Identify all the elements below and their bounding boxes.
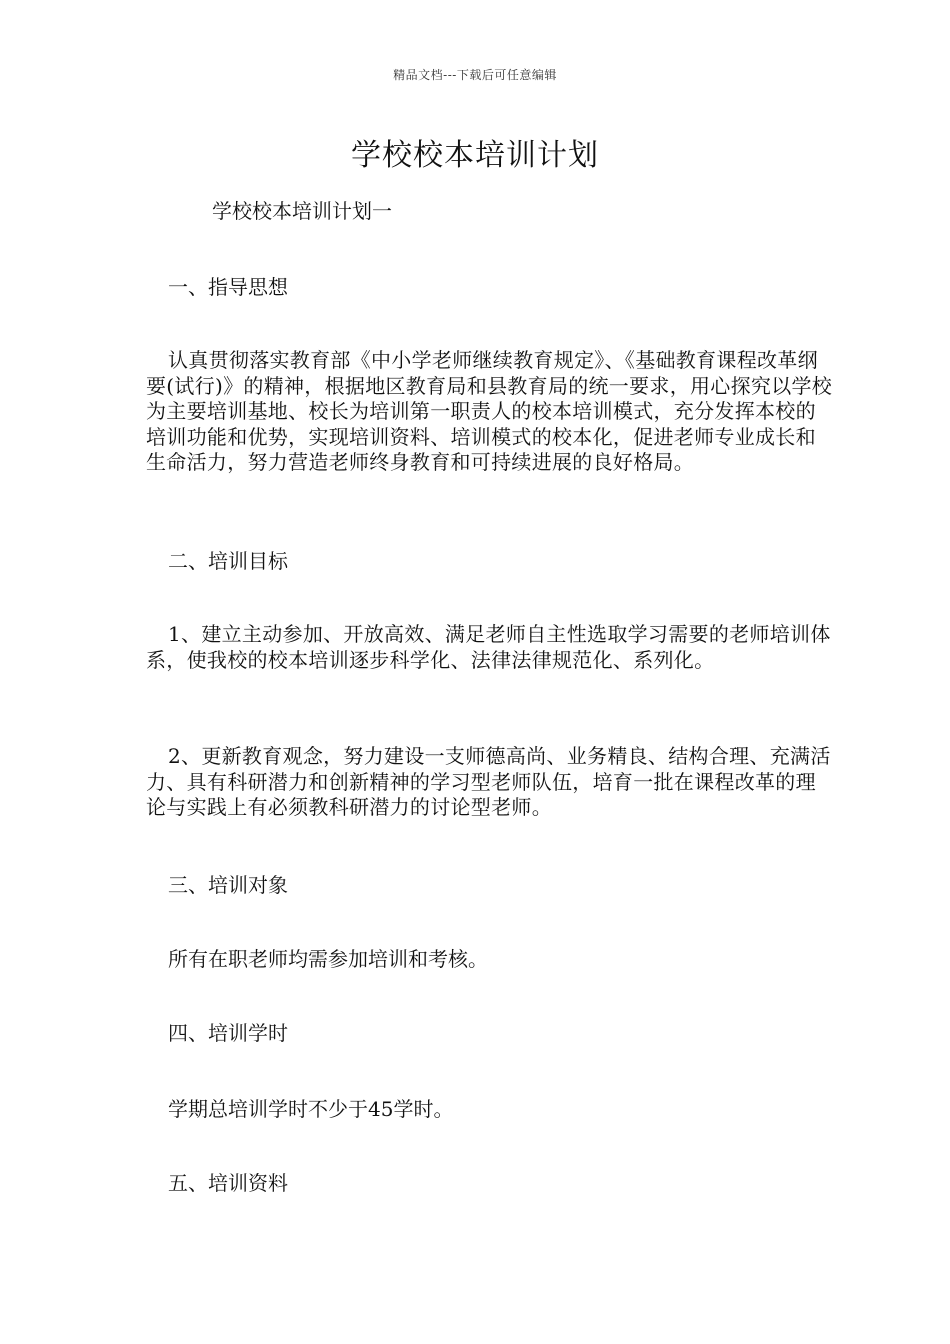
paragraph-goal-2: 2、更新教育观念，努力建设一支师德高尚、业务精良、结构合理、充满活力、具有科研潜力和创新精神的学习型老师队伍，培育一批在课程改革的理论与实践上有必须教科研潜力的讨论型老师。	[146, 744, 831, 819]
section-heading-guiding-thought: 一、指导思想	[168, 275, 288, 299]
paragraph-training-hours: 学期总培训学时不少于45学时。	[168, 1097, 454, 1121]
paragraph-goal-1: 1、建立主动参加、开放高效、满足老师自主性选取学习需要的老师培训体系，使我校的校本培训逐步科学化、法律法律规范化、系列化。	[146, 622, 831, 672]
header-note: 精品文档---下载后可任意编辑	[393, 68, 557, 82]
document-subtitle: 学校校本培训计划一	[212, 199, 392, 223]
section-heading-training-hours: 四、培训学时	[168, 1021, 288, 1045]
document-title: 学校校本培训计划	[351, 138, 599, 173]
paragraph-training-targets: 所有在职老师均需参加培训和考核。	[168, 947, 488, 971]
section-heading-training-goals: 二、培训目标	[168, 549, 288, 573]
paragraph-guiding-thought: 认真贯彻落实教育部《中小学老师继续教育规定》、《基础教育课程改革纲要(试行)》的精神，根据地区教育局和县教育局的统一要求，用心探究以学校为主要培训基地、校长为培训第一职责人的校本培训模式，充分发挥本校的培训功能和优势，实现培训资料、培训模式的校本化，促进老师专业成长和生命活力，努力营造老师终身教育和可持续进展的良好格局。	[146, 348, 833, 474]
section-heading-training-targets: 三、培训对象	[168, 873, 288, 897]
section-heading-training-materials: 五、培训资料	[168, 1171, 288, 1195]
